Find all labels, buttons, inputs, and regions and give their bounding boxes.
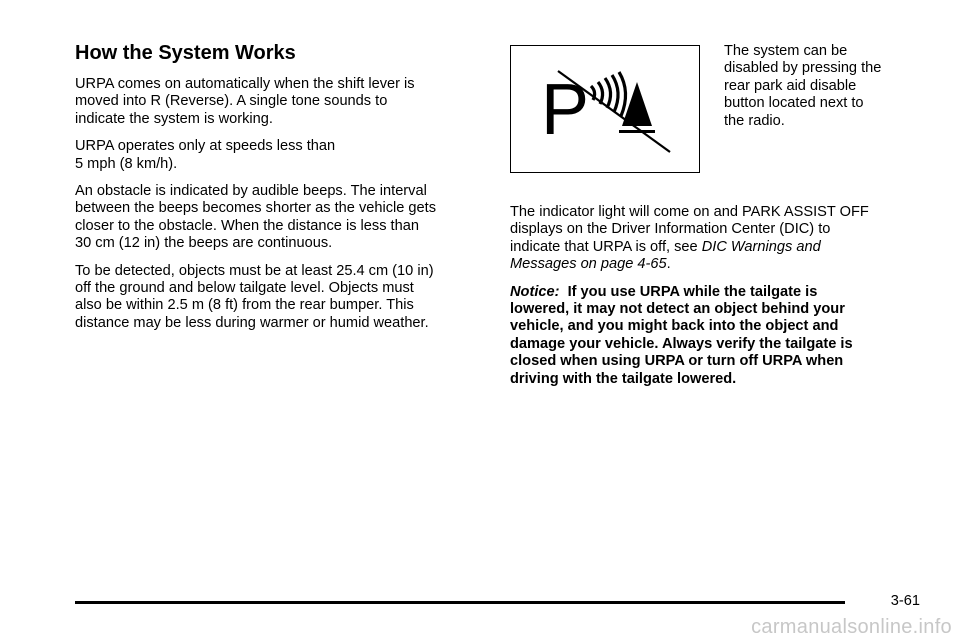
figure-caption	[724, 43, 924, 130]
text-line: damage your vehicle. Always verify the tailgate is	[510, 335, 853, 352]
notice-label: Notice:	[510, 283, 560, 300]
text-line: indicate the system is working.	[75, 110, 273, 127]
section-heading: How the System Works	[75, 42, 296, 64]
paragraph-detection	[75, 263, 485, 333]
text-line: closed when using URPA or turn off URPA when	[510, 353, 844, 370]
caption-line: the radio.	[724, 112, 785, 129]
right-paragraphs	[510, 204, 930, 398]
text-line: off the ground and below tailgate level. Objects must	[75, 280, 414, 297]
caption-line: button located next to	[724, 95, 864, 112]
footer-rule	[75, 601, 845, 604]
text-run: If you use URPA while the tailgate is	[567, 283, 818, 300]
text-run: .	[666, 256, 671, 273]
text-line: closer to the obstacle. When the distance is less than	[75, 217, 419, 234]
text-run: indicate that URPA is off, see	[510, 238, 702, 255]
text-line: 5 mph (8 km/h).	[75, 155, 178, 172]
text-line: 30 cm (12 in) the beeps are continuous.	[75, 235, 333, 252]
text-line	[510, 284, 930, 301]
cross-reference-link[interactable]: DIC Warnings and	[701, 238, 821, 255]
text-line: To be detected, objects must be at least 25.4 cm (10 in)	[75, 262, 434, 279]
text-line: driving with the tailgate lowered.	[510, 370, 737, 387]
text-line: vehicle, and you might back into the object and	[510, 318, 839, 335]
text-line	[510, 239, 930, 256]
caption-line: The system can be	[724, 43, 848, 59]
caption-line: disabled by pressing the	[724, 60, 882, 77]
park-assist-figure	[510, 45, 700, 173]
paragraph-speed	[75, 138, 485, 173]
text-line: between the beeps becomes shorter as the vehicle gets	[75, 200, 437, 217]
text-line: lowered, it may not detect an object behind your	[510, 301, 845, 318]
text-line: An obstacle is indicated by audible beeps. The interval	[75, 183, 427, 200]
text-line	[510, 256, 930, 273]
paragraph-beeps	[75, 183, 485, 253]
cross-reference-link-cont[interactable]: Messages on page 4-65	[510, 256, 667, 273]
page-number: 3-61	[890, 593, 920, 609]
text-line: moved into R (Reverse). A single tone sounds to	[75, 93, 388, 110]
text-line: distance may be less during warmer or humid weather.	[75, 314, 429, 331]
left-column	[75, 40, 485, 342]
park-assist-off-icon	[511, 46, 698, 171]
text-line: displays on the Driver Information Center (DIC) to	[510, 221, 831, 238]
caption-line: rear park aid disable	[724, 77, 857, 94]
paragraph-indicator	[510, 204, 930, 274]
text-line: URPA operates only at speeds less than	[75, 138, 336, 155]
notice-paragraph	[510, 284, 930, 388]
watermark: carmanualsonline.info	[751, 616, 952, 638]
paragraph-activation	[75, 76, 485, 128]
park-letter-glyph: P	[541, 70, 590, 150]
text-line: The indicator light will come on and PARK ASSIST OFF	[510, 204, 869, 220]
text-line: URPA comes on automatically when the shift lever is	[75, 76, 415, 92]
text-line: also be within 2.5 m (8 ft) from the rear bumper. This	[75, 297, 414, 314]
